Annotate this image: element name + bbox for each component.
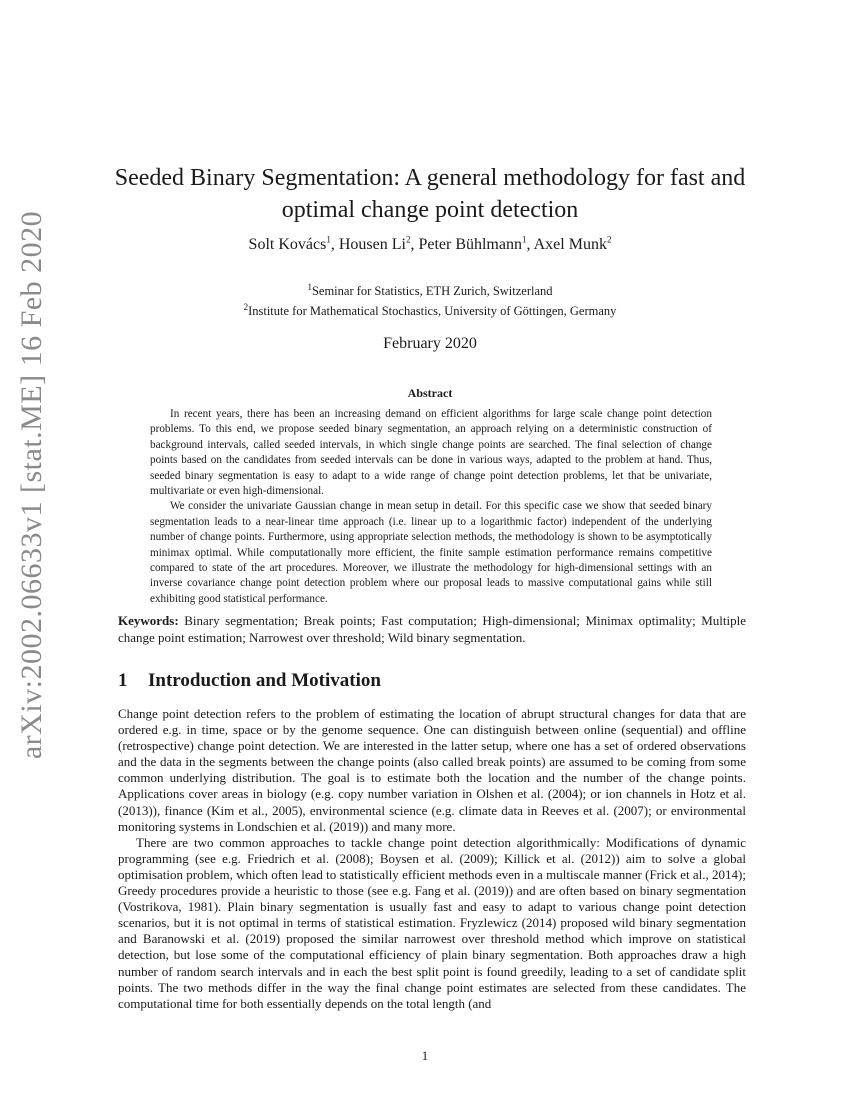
author-list: Solt Kovács$^1$, Housen Li$^2$, Peter Bühlmann$^1$, Axel Munk$^2$: [248, 234, 612, 253]
section-number: 1: [118, 670, 128, 691]
keywords-text: Binary segmentation; Break points; Fast computation; High-dimensional; Minimax optimality; Multiple change point estimation; Narrowest over threshold; Wild binary segmentation.: [118, 613, 747, 645]
affiliation-mark: 2: [606, 234, 612, 245]
section-heading: [118, 670, 381, 692]
affiliation-mark: 1: [521, 234, 527, 245]
keywords-label: Keywords:: [118, 613, 179, 628]
author-name: Axel Munk: [533, 236, 607, 253]
affiliation-mark: 1: [307, 281, 312, 292]
arxiv-margin-stamp: [12, 210, 52, 760]
body-paragraph: Change point detection refers to the problem of estimating the location of abrupt structural changes for data that are ordered e.g. in time, space or by the genome sequence. One can distinguish between online (sequential) and offline (retrospective) change point detection. We are interested in the latter setup, where one has a set of ordered observations and the data in the segments between the change points (also called break points) are assumed to be coming from some common underlying distribution. The goal is to estimate both the location and the number of the change points. Applications cover areas in biology (e.g. copy number variation in Olshen et al. (2004); or ion channels in Hotz et al. (2013)), finance (Kim et al., 2005), environmental science (e.g. climate data in Reeves et al. (2007); or environmental monitoring systems in Londschien et al. (2019)) and many more.: [118, 706, 746, 834]
author-name: Solt Kovács: [248, 236, 327, 253]
author-name: Peter Bühlmann: [418, 236, 522, 253]
page-number: 1: [421, 1048, 429, 1063]
affiliation-mark: 1: [326, 234, 331, 245]
author-name: Housen Li: [338, 236, 406, 253]
affiliation-text: Seminar for Statistics, ETH Zurich, Switzerland: [311, 284, 553, 298]
abstract-body: [150, 407, 712, 607]
section-title: Introduction and Motivation: [148, 670, 381, 691]
affiliation-mark: 2: [243, 301, 249, 312]
abstract-heading: Abstract: [407, 386, 453, 400]
paper-title: [110, 162, 750, 226]
body-paragraph: There are two common approaches to tackle change point detection algorithmically: Modifications of dynamic programming (see e.g. Friedrich et al. (2008); Boysen et al. (2009); Killick et al. (2012)) aim to solve a global optimisation problem, which often lead to statistically efficient methods even in a multiscale manner (Frick et al., 2014); Greedy procedures provide a heuristic to those (see e.g. Fang et al. (2019)) and are often based on binary segmentation (Vostrikova, 1981). Plain binary segmentation is usually fast and easy to adapt to various change point detection scenarios, but it is not optimal in terms of statistical estimation. Fryzlewicz (2014) proposed wild binary segmentation and Baranowski et al. (2019) proposed the similar narrowest over threshold method which improve on statistical detection, but lose some of the computational efficiency of plain binary segmentation. Both approaches draw a high number of random search intervals and in each the best split point is found greedily, leading to a set of candidate split points. The two methods differ in the way the final change point estimates are selected from these candidates. The computational time for both essentially depends on the total length (and: [118, 834, 746, 1011]
affiliation-mark: 2: [405, 234, 411, 245]
arxiv-identifier: arXiv:2002.06633v1 [stat.ME] 16 Feb 2020: [15, 210, 48, 760]
abstract-paragraph: In recent years, there has been an increasing demand on efficient algorithms for large scale change point detection problems. To this end, we propose seeded binary segmentation, an approach relying on a deterministic construction of background intervals, called seeded intervals, in which single change points are searched. The final selection of change points based on the candidates from seeded intervals can be done in various ways, adapted to the problem at hand. Thus, seeded binary segmentation is easy to adapt to a wide range of change point detection problems, let that be univariate, multivariate or even high-dimensional.: [150, 408, 712, 498]
paper-title-line-2: optimal change point detection: [281, 197, 579, 223]
affiliation-2: [110, 301, 750, 319]
section-body: [118, 706, 746, 1012]
publication-date: February 2020: [383, 335, 477, 352]
affiliation-text: Institute for Mathematical Stochastics, University of Göttingen, Germany: [248, 304, 617, 318]
affiliation-1: [110, 281, 750, 299]
abstract-paragraph: We consider the univariate Gaussian change in mean setup in detail. For this specific case we show that seeded binary segmentation leads to a near-linear time approach (i.e. linear up to a logarithmic factor) independent of the underlying number of change points. Furthermore, using appropriate selection methods, the methodology is shown to be asymptotically minimax optimal. While computationally more efficient, the finite sample estimation performance remains competitive compared to state of the art procedures. Moreover, we illustrate the methodology for high-dimensional settings with an inverse covariance change point detection problem where our proposal leads to massive computational gains while still exhibiting good statistical performance.: [150, 500, 712, 605]
keywords: [118, 612, 746, 646]
paper-title-line-1: Seeded Binary Segmentation: A general methodology for fast and: [114, 165, 746, 191]
